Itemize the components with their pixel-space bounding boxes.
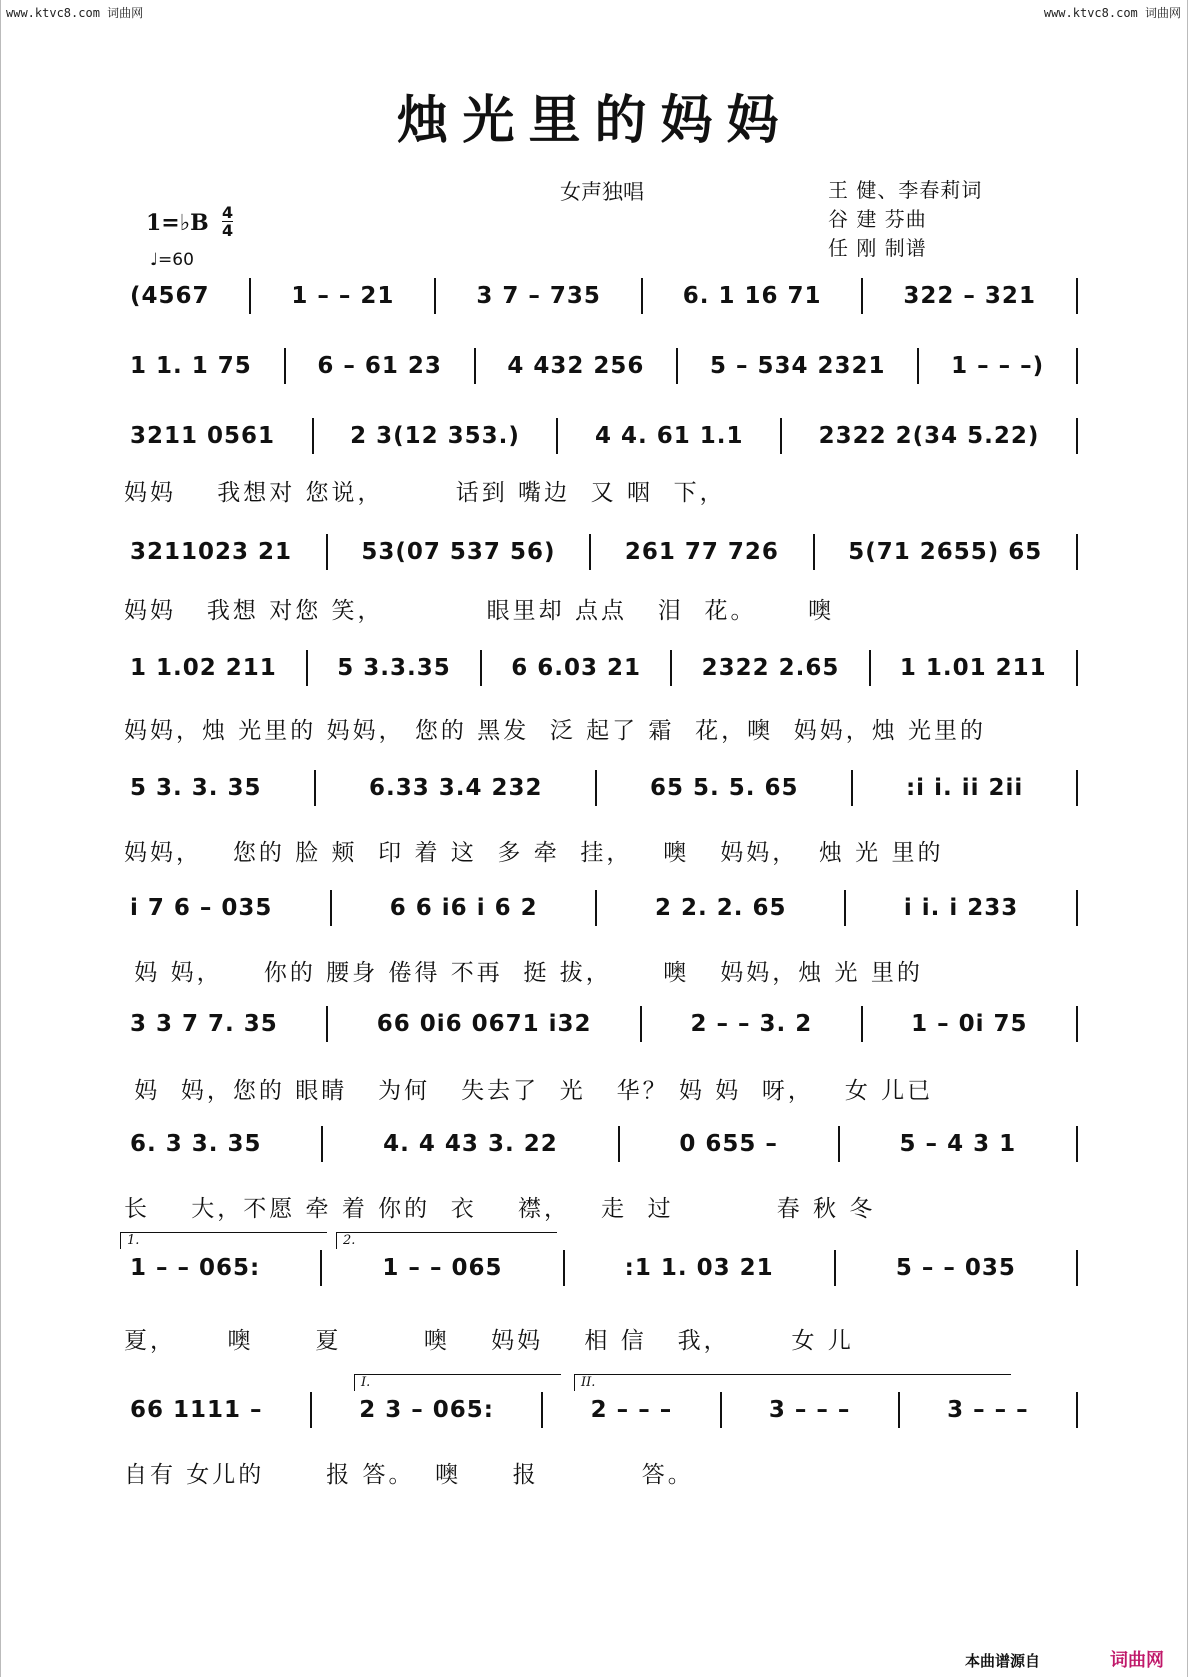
barline xyxy=(861,1006,863,1042)
lyric-line: 妈妈， 您的 脸 颊 印 着 这 多 牵 挂， 噢 妈妈， 烛 光 里的 xyxy=(124,840,944,866)
notation-line xyxy=(126,276,1078,316)
barline xyxy=(284,348,286,384)
barline xyxy=(780,418,782,454)
measure: 5(71 2655) 65 xyxy=(848,539,1043,565)
measure: 2 3(12 353.) xyxy=(350,423,520,449)
barline xyxy=(1076,1250,1078,1286)
volta-first-ending: 1. xyxy=(120,1232,327,1249)
barline xyxy=(563,1250,565,1286)
barline xyxy=(1076,534,1078,570)
barline xyxy=(917,348,919,384)
barline xyxy=(434,278,436,314)
measure: 6. 1 16 71 xyxy=(682,283,822,309)
measure: 5 – 4 3 1 xyxy=(899,1131,1017,1157)
volta-second-ending: 2. xyxy=(336,1232,557,1249)
measure: 6 6 i6 i 6 2 xyxy=(389,895,538,921)
measure: 3 3 7 7. 35 xyxy=(130,1011,278,1037)
measure: 3 – – – xyxy=(768,1397,851,1423)
notation-line xyxy=(126,532,1078,572)
time-signature-bottom: 4 xyxy=(222,221,234,240)
measure: 1 1. 1 75 xyxy=(130,353,252,379)
barline xyxy=(898,1392,900,1428)
watermark-left[interactable]: www.ktvc8.com 词曲网 xyxy=(6,6,144,20)
tempo-marking: ♩=60 xyxy=(150,250,194,270)
measure: 4 4. 61 1.1 xyxy=(594,423,744,449)
measure: 3 – – – xyxy=(947,1397,1029,1423)
arranger-credit: 任 刚 制谱 xyxy=(828,236,927,260)
measure: 2 3 – 065: xyxy=(359,1397,494,1423)
measure: 53(07 537 56) xyxy=(361,539,556,565)
barline xyxy=(640,1006,642,1042)
watermark-right[interactable]: www.ktvc8.com 词曲网 xyxy=(1043,6,1181,20)
barline xyxy=(1076,650,1078,686)
barline xyxy=(320,1250,322,1286)
barline xyxy=(834,1250,836,1286)
key-signature: 1=♭B xyxy=(146,210,209,236)
lyric-line: 妈妈 我想 对您 笑， 眼里却 点点 泪 花。 噢 xyxy=(124,598,835,624)
barline xyxy=(720,1392,722,1428)
measure: i 7 6 – 035 xyxy=(130,895,273,921)
notation-line xyxy=(126,1248,1078,1288)
time-signature-top: 4 xyxy=(222,203,234,222)
measure: (4567 xyxy=(130,283,210,309)
measure: 2322 2.65 xyxy=(701,655,840,681)
measure: 6. 3 3. 35 xyxy=(130,1131,262,1157)
measure: 5 3.3.35 xyxy=(337,655,451,681)
measure: 65 5. 5. 65 xyxy=(649,775,799,801)
measure: 2 – – 3. 2 xyxy=(690,1011,813,1037)
notation-line xyxy=(126,416,1078,456)
barline xyxy=(618,1126,620,1162)
barline xyxy=(1076,1006,1078,1042)
lyric-line: 妈 妈， 你的 腰身 倦得 不再 挺 拔， 噢 妈妈，烛 光 里的 xyxy=(124,960,923,986)
barline xyxy=(474,348,476,384)
barline xyxy=(861,278,863,314)
measure: 3 7 – 735 xyxy=(476,283,601,309)
barline xyxy=(869,650,871,686)
barline xyxy=(851,770,853,806)
measure: 1 – – 065 xyxy=(382,1255,503,1281)
barline xyxy=(844,890,846,926)
measure: :i i. ii 2ii xyxy=(905,775,1024,801)
song-title: 烛光里的妈妈 xyxy=(396,90,793,151)
measure: 6 6.03 21 xyxy=(511,655,642,681)
measure: 4. 4 43 3. 22 xyxy=(383,1131,558,1157)
measure: 1 1.02 211 xyxy=(130,655,277,681)
barline xyxy=(312,418,314,454)
barline xyxy=(1076,278,1078,314)
measure: 1 1.01 211 xyxy=(899,655,1047,681)
lyric-line: 夏， 噢 夏 噢 妈妈 相 信 我， 女 儿 xyxy=(124,1328,854,1354)
barline xyxy=(1076,1392,1078,1428)
measure: 1 – – 065: xyxy=(130,1255,261,1281)
lyric-line: 长 大，不愿 牵 着 你的 衣 襟， 走 过 春 秋 冬 xyxy=(124,1196,876,1222)
volta-second-roman: II. xyxy=(574,1374,1011,1391)
barline xyxy=(595,890,597,926)
barline xyxy=(670,650,672,686)
lyric-line: 妈妈 我想对 您说， 话到 嘴边 又 咽 下， xyxy=(124,480,726,506)
barline xyxy=(1076,890,1078,926)
measure: 5 3. 3. 35 xyxy=(130,775,262,801)
measure: 5 – 534 2321 xyxy=(709,353,886,379)
measure: i i. i 233 xyxy=(903,895,1019,921)
composer-credit: 谷 建 芬曲 xyxy=(828,207,927,231)
barline xyxy=(326,534,328,570)
barline xyxy=(541,1392,543,1428)
measure: 3211023 21 xyxy=(130,539,293,565)
barline xyxy=(641,278,643,314)
barline xyxy=(676,348,678,384)
measure: 5 – – 035 xyxy=(895,1255,1016,1281)
measure: 66 1111 – xyxy=(130,1397,263,1423)
barline xyxy=(314,770,316,806)
measure: :1 1. 03 21 xyxy=(624,1255,774,1281)
barline xyxy=(589,534,591,570)
barline xyxy=(556,418,558,454)
measure: 2 – – – xyxy=(590,1397,673,1423)
notation-line xyxy=(126,1390,1078,1430)
measure: 0 655 – xyxy=(679,1131,778,1157)
lyricist-credit: 王 健、李春莉词 xyxy=(828,178,983,202)
measure: 3211 0561 xyxy=(130,423,276,449)
barline xyxy=(310,1392,312,1428)
source-label: 本曲谱源自 xyxy=(965,1652,1041,1670)
barline xyxy=(1076,418,1078,454)
credits xyxy=(828,176,982,263)
barline xyxy=(330,890,332,926)
notation-line xyxy=(126,768,1078,808)
notation-line xyxy=(126,1004,1078,1044)
measure: 261 77 726 xyxy=(624,539,779,565)
barline xyxy=(326,1006,328,1042)
notation-line xyxy=(126,1124,1078,1164)
measure: 6 – 61 23 xyxy=(317,353,442,379)
lyric-line: 妈妈，烛 光里的 妈妈， 您的 黑发 泛 起了 霜 花，噢 妈妈，烛 光里的 xyxy=(124,718,987,744)
barline xyxy=(321,1126,323,1162)
lyric-line: 妈 妈，您的 眼睛 为何 失去了 光 华？ 妈 妈 呀， 女 儿已 xyxy=(124,1078,934,1104)
notation-line xyxy=(126,888,1078,928)
barline xyxy=(1076,1126,1078,1162)
measure: 66 0i6 0671 i32 xyxy=(376,1011,592,1037)
measure: 2 2. 2. 65 xyxy=(654,895,787,921)
measure: 4 432 256 xyxy=(507,353,645,379)
measure: 2322 2(34 5.22) xyxy=(818,423,1040,449)
measure: 6.33 3.4 232 xyxy=(368,775,543,801)
barline xyxy=(595,770,597,806)
measure: 1 – 0i 75 xyxy=(911,1011,1028,1037)
barline xyxy=(1076,348,1078,384)
volta-first-roman: I. xyxy=(354,1374,561,1391)
site-logo[interactable]: 词曲网 xyxy=(1110,1650,1164,1671)
time-signature xyxy=(222,204,233,239)
notation-line xyxy=(126,648,1078,688)
performance-type: 女声独唱 xyxy=(560,180,644,204)
barline xyxy=(1076,770,1078,806)
barline xyxy=(249,278,251,314)
barline xyxy=(813,534,815,570)
measure: 322 – 321 xyxy=(903,283,1036,309)
barline xyxy=(306,650,308,686)
notation-line xyxy=(126,346,1078,386)
barline xyxy=(838,1126,840,1162)
barline xyxy=(480,650,482,686)
measure: 1 – – 21 xyxy=(291,283,395,309)
lyric-line: 自有 女儿的 报 答。 噢 报 答。 xyxy=(124,1462,694,1488)
measure: 1 – – –) xyxy=(951,353,1045,379)
